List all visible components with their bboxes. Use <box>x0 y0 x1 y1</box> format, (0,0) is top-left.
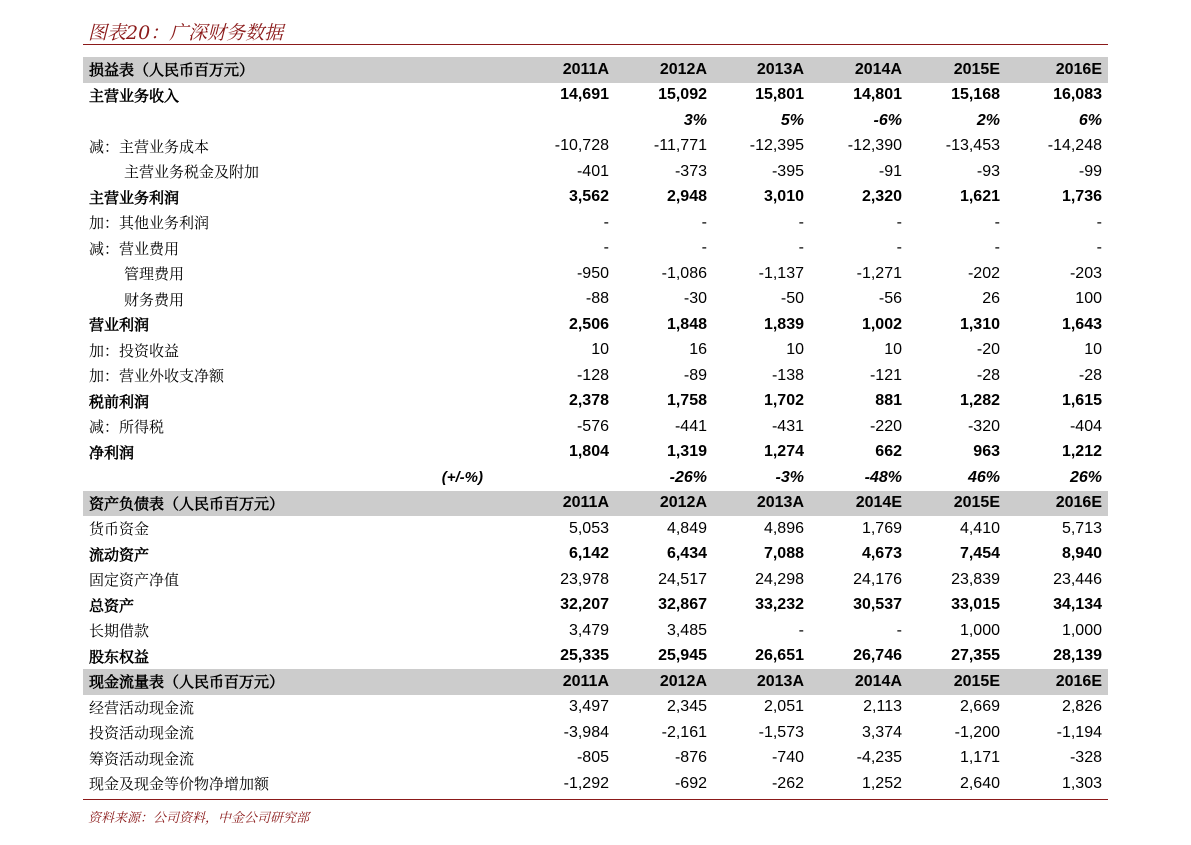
value-cell: 10 <box>786 341 804 359</box>
year-header-cell: 2015E <box>908 57 1006 83</box>
value-cell: -1,573 <box>758 723 804 741</box>
table-row <box>83 567 1108 593</box>
value-cell: 3,479 <box>568 621 609 639</box>
table-row <box>83 363 1108 389</box>
value-cell <box>493 108 615 134</box>
value-cell: -1,137 <box>758 264 804 282</box>
value-cell: -576 <box>576 417 609 435</box>
value-cell: 1,615 <box>1061 392 1102 410</box>
value-cell: -88 <box>585 290 609 308</box>
table-row <box>83 720 1108 746</box>
value-cell: 6,434 <box>666 545 707 563</box>
value-cell: 3,485 <box>666 621 707 639</box>
value-cell: -12,395 <box>749 137 804 155</box>
value-cell: 23,978 <box>560 570 609 588</box>
value-cell: -1,292 <box>563 774 609 792</box>
value-cell: -4,235 <box>856 749 902 767</box>
value-cell: -121 <box>869 366 902 384</box>
value-cell: 1,212 <box>1061 443 1102 461</box>
value-cell: -404 <box>1069 417 1102 435</box>
row-label: 加：其他业务利润 <box>89 214 210 233</box>
value-cell: 1,000 <box>959 621 1000 639</box>
value-cell: 4,849 <box>666 519 707 537</box>
value-cell: 1,319 <box>666 443 707 461</box>
value-cell: 14,691 <box>560 86 609 104</box>
row-label: 净利润 <box>89 443 135 462</box>
value-cell: -12,390 <box>847 137 902 155</box>
section-header-row <box>83 57 1108 83</box>
value-cell: 34,134 <box>1053 596 1102 614</box>
value-cell: 100 <box>1075 290 1102 308</box>
value-cell: 32,867 <box>658 596 707 614</box>
row-label: 管理费用 <box>124 265 185 284</box>
year-header-cell: 2013A <box>713 669 810 695</box>
value-cell: 10 <box>884 341 902 359</box>
year-header-cell: 2015E <box>908 491 1006 517</box>
value-cell: -56 <box>878 290 902 308</box>
value-cell: -138 <box>771 366 804 384</box>
value-cell: 1,171 <box>959 749 1000 767</box>
value-cell: 4,673 <box>861 545 902 563</box>
value-cell: -48% <box>864 468 902 486</box>
year-header-cell: 2016E <box>1006 491 1108 517</box>
year-header-cell: 2014A <box>810 669 908 695</box>
table-row <box>83 771 1108 797</box>
source-note: 资料来源：公司资料，中金公司研究部 <box>88 811 310 826</box>
value-cell: -395 <box>771 162 804 180</box>
value-cell: 10 <box>1084 341 1102 359</box>
value-cell: 16 <box>689 341 707 359</box>
table-row <box>83 516 1108 542</box>
table-row <box>83 618 1108 644</box>
year-header-cell: 2012A <box>615 491 713 517</box>
value-cell: -28 <box>976 366 1000 384</box>
value-cell: -28 <box>1078 366 1102 384</box>
row-label: 主营业务税金及附加 <box>124 163 260 182</box>
row-label: 主营业务收入 <box>89 86 180 105</box>
value-cell: -805 <box>576 749 609 767</box>
value-cell: -13,453 <box>945 137 1000 155</box>
year-header-cell: 2015E <box>908 669 1006 695</box>
value-cell: -328 <box>1069 749 1102 767</box>
row-label: 流动资产 <box>89 545 150 564</box>
value-cell: 26,651 <box>755 647 804 665</box>
year-header-cell: 2011A <box>493 669 615 695</box>
value-cell: - <box>994 213 1000 231</box>
section-header-label: 损益表（人民币百万元） <box>83 57 493 83</box>
value-cell: - <box>896 239 902 257</box>
value-cell: -93 <box>976 162 1000 180</box>
row-label: 加：营业外收支净额 <box>89 367 225 386</box>
table-row <box>83 134 1108 160</box>
value-cell: 6,142 <box>568 545 609 563</box>
table-row <box>83 287 1108 313</box>
value-cell: 1,758 <box>666 392 707 410</box>
value-cell: 5,053 <box>568 519 609 537</box>
row-label: 减：营业费用 <box>89 239 180 258</box>
value-cell: -692 <box>674 774 707 792</box>
value-cell: -441 <box>674 417 707 435</box>
value-cell: 1,310 <box>959 315 1000 333</box>
value-cell: 3% <box>683 111 707 129</box>
value-cell: 4,896 <box>763 519 804 537</box>
table-row <box>83 83 1108 109</box>
row-label: (+/-%) <box>441 469 483 487</box>
value-cell: - <box>603 213 609 231</box>
value-cell: 16,083 <box>1053 86 1102 104</box>
table-row <box>83 644 1108 670</box>
value-cell: -320 <box>967 417 1000 435</box>
table-row <box>83 185 1108 211</box>
row-label: 股东权益 <box>89 647 150 666</box>
row-label: 固定资产净值 <box>89 571 180 590</box>
value-cell: 5,713 <box>1061 519 1102 537</box>
value-cell: 24,517 <box>658 570 707 588</box>
value-cell: - <box>603 239 609 257</box>
value-cell: 1,282 <box>959 392 1000 410</box>
value-cell: 1,274 <box>763 443 804 461</box>
value-cell: 1,736 <box>1061 188 1102 206</box>
value-cell: 4,410 <box>959 519 1000 537</box>
value-cell: 10 <box>591 341 609 359</box>
value-cell: 3,562 <box>568 188 609 206</box>
value-cell: 26% <box>1069 468 1102 486</box>
section-header-label: 资产负债表（人民币百万元） <box>83 491 493 517</box>
row-label: 现金及现金等价物净增加额 <box>89 775 270 794</box>
value-cell: -220 <box>869 417 902 435</box>
year-header-cell: 2014E <box>810 491 908 517</box>
top-rule <box>83 44 1108 45</box>
value-cell: 5% <box>780 111 804 129</box>
table-row <box>83 440 1108 466</box>
value-cell: - <box>1096 239 1102 257</box>
value-cell: -14,248 <box>1047 137 1102 155</box>
value-cell: 1,303 <box>1061 774 1102 792</box>
row-label: 投资活动现金流 <box>89 724 195 743</box>
value-cell: - <box>798 239 804 257</box>
value-cell: 2,640 <box>959 774 1000 792</box>
value-cell: -262 <box>771 774 804 792</box>
value-cell: - <box>1096 213 1102 231</box>
value-cell: -11,771 <box>653 137 707 155</box>
bottom-rule <box>83 799 1108 800</box>
table-row <box>83 695 1108 721</box>
year-header-cell: 2014A <box>810 57 908 83</box>
value-cell: -20 <box>976 341 1000 359</box>
row-label: 加：投资收益 <box>89 341 180 360</box>
value-cell: -6% <box>873 111 902 129</box>
row-label: 营业利润 <box>89 316 150 335</box>
value-cell: 25,335 <box>560 647 609 665</box>
year-header-cell: 2012A <box>615 669 713 695</box>
value-cell: 2,378 <box>568 392 609 410</box>
value-cell: 14,801 <box>853 86 902 104</box>
value-cell: 7,088 <box>763 545 804 563</box>
value-cell: - <box>994 239 1000 257</box>
table-row <box>83 108 1108 134</box>
row-label: 财务费用 <box>124 290 185 309</box>
figure-title: 图表20：广深财务数据 <box>88 22 284 44</box>
value-cell: 1,769 <box>861 519 902 537</box>
value-cell: 1,804 <box>568 443 609 461</box>
value-cell: 24,176 <box>853 570 902 588</box>
value-cell: -10,728 <box>554 137 609 155</box>
table-row <box>83 210 1108 236</box>
section-header-row <box>83 669 1108 695</box>
table-row <box>83 542 1108 568</box>
value-cell: - <box>896 621 902 639</box>
section-header-label: 现金流量表（人民币百万元） <box>83 669 493 695</box>
value-cell: 15,801 <box>755 86 804 104</box>
value-cell: -128 <box>576 366 609 384</box>
value-cell: 1,702 <box>763 392 804 410</box>
value-cell: 662 <box>875 443 902 461</box>
value-cell: -30 <box>683 290 707 308</box>
value-cell: 15,092 <box>658 86 707 104</box>
value-cell: 2,948 <box>666 188 707 206</box>
value-cell: 15,168 <box>951 86 1000 104</box>
value-cell: 33,015 <box>951 596 1000 614</box>
value-cell: -50 <box>780 290 804 308</box>
value-cell: 25,945 <box>658 647 707 665</box>
value-cell: 2,506 <box>568 315 609 333</box>
value-cell: 26 <box>982 290 1000 308</box>
table-row <box>83 746 1108 772</box>
value-cell: -91 <box>878 162 902 180</box>
value-cell: 2,669 <box>959 698 1000 716</box>
value-cell: 6% <box>1078 111 1102 129</box>
value-cell: - <box>896 213 902 231</box>
year-header-cell: 2012A <box>615 57 713 83</box>
value-cell: -203 <box>1069 264 1102 282</box>
row-label: 经营活动现金流 <box>89 698 195 717</box>
value-cell: -26% <box>669 468 707 486</box>
value-cell: -1,194 <box>1056 723 1102 741</box>
year-header-cell: 2013A <box>713 57 810 83</box>
value-cell: 30,537 <box>853 596 902 614</box>
table-row <box>83 312 1108 338</box>
value-cell: 24,298 <box>755 570 804 588</box>
year-header-cell: 2016E <box>1006 669 1108 695</box>
row-label: 货币资金 <box>89 520 150 539</box>
value-cell: -3,984 <box>563 723 609 741</box>
value-cell: 963 <box>973 443 1000 461</box>
value-cell: - <box>798 213 804 231</box>
row-label: 减：所得税 <box>89 418 165 437</box>
value-cell: 26,746 <box>853 647 902 665</box>
value-cell: -99 <box>1078 162 1102 180</box>
value-cell: -401 <box>576 162 609 180</box>
value-cell: 881 <box>875 392 902 410</box>
section-header-row <box>83 491 1108 517</box>
value-cell: 2,345 <box>666 698 707 716</box>
value-cell: 1,643 <box>1061 315 1102 333</box>
value-cell: 33,232 <box>755 596 804 614</box>
value-cell: -431 <box>771 417 804 435</box>
value-cell: -740 <box>771 749 804 767</box>
value-cell: - <box>701 213 707 231</box>
financial-table <box>83 57 1108 797</box>
value-cell: -876 <box>674 749 707 767</box>
table-row <box>83 261 1108 287</box>
value-cell: 23,839 <box>951 570 1000 588</box>
value-cell: 3,497 <box>568 698 609 716</box>
value-cell: -89 <box>683 366 707 384</box>
value-cell: 3,010 <box>763 188 804 206</box>
value-cell: 2,320 <box>861 188 902 206</box>
value-cell: 1,000 <box>1061 621 1102 639</box>
table-row <box>83 236 1108 262</box>
value-cell: 3,374 <box>861 723 902 741</box>
table-row <box>83 414 1108 440</box>
value-cell: 7,454 <box>959 545 1000 563</box>
value-cell: 2,826 <box>1061 698 1102 716</box>
value-cell: -373 <box>674 162 707 180</box>
value-cell: -1,271 <box>856 264 902 282</box>
row-label: 筹资活动现金流 <box>89 749 195 768</box>
value-cell: 32,207 <box>560 596 609 614</box>
table-row <box>83 159 1108 185</box>
table-row <box>83 389 1108 415</box>
value-cell: 8,940 <box>1061 545 1102 563</box>
year-header-cell: 2016E <box>1006 57 1108 83</box>
value-cell: -950 <box>576 264 609 282</box>
row-label: 长期借款 <box>89 622 150 641</box>
value-cell: 28,139 <box>1053 647 1102 665</box>
table-row <box>83 338 1108 364</box>
year-header-cell: 2013A <box>713 491 810 517</box>
value-cell: 1,839 <box>763 315 804 333</box>
value-cell <box>493 465 615 491</box>
value-cell: 1,002 <box>861 315 902 333</box>
value-cell: -2,161 <box>661 723 707 741</box>
value-cell: 2,113 <box>863 698 902 716</box>
value-cell: 46% <box>967 468 1000 486</box>
value-cell: -1,200 <box>954 723 1000 741</box>
table-row <box>83 465 1108 491</box>
value-cell: -1,086 <box>661 264 707 282</box>
year-header-cell: 2011A <box>493 57 615 83</box>
row-label <box>83 108 493 134</box>
value-cell: 23,446 <box>1053 570 1102 588</box>
value-cell: - <box>701 239 707 257</box>
value-cell: - <box>798 621 804 639</box>
value-cell: 2,051 <box>763 698 804 716</box>
row-label: 主营业务利润 <box>89 188 180 207</box>
value-cell: -202 <box>967 264 1000 282</box>
value-cell: 2% <box>976 111 1000 129</box>
row-label: 减：主营业务成本 <box>89 137 210 156</box>
value-cell: -3% <box>775 468 804 486</box>
value-cell: 27,355 <box>951 647 1000 665</box>
year-header-cell: 2011A <box>493 491 615 517</box>
row-label: 税前利润 <box>89 392 150 411</box>
row-label: 总资产 <box>89 596 135 615</box>
value-cell: 1,621 <box>959 188 1000 206</box>
value-cell: 1,252 <box>861 774 902 792</box>
table-row <box>83 593 1108 619</box>
value-cell: 1,848 <box>666 315 707 333</box>
